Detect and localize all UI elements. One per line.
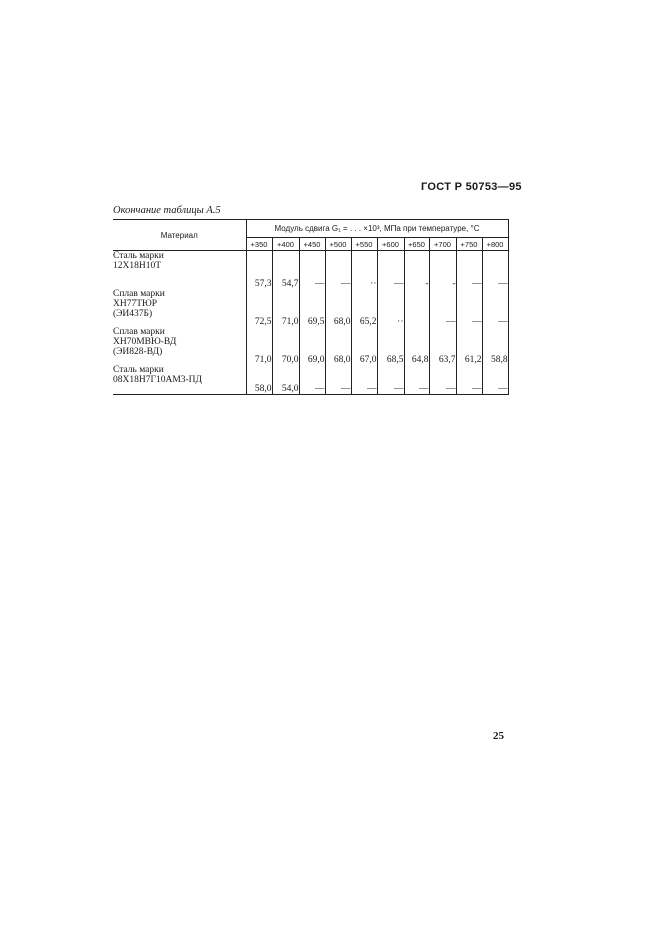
value-cell: — (482, 365, 508, 395)
value-cell: — (404, 365, 429, 395)
value-cell: 71,0 (246, 327, 272, 365)
value-cell: — (325, 251, 351, 289)
material-line: Сталь марки (113, 364, 164, 375)
material-line: (ЭИ828-ВД) (113, 346, 163, 357)
material-line: Сплав марки (113, 326, 165, 337)
value-cell: 58,8 (482, 327, 508, 365)
value-cell: - (404, 251, 429, 289)
value-cell: 64,8 (404, 327, 429, 365)
material-line: 08Х18Н7Г10АМ3-ПД (113, 374, 203, 385)
value-cell: 68,5 (377, 327, 404, 365)
value-cell: 58,0 (246, 365, 272, 395)
table-row (113, 251, 508, 289)
value-cell: — (456, 289, 482, 327)
material-line: 12Х18Н10Т (113, 261, 162, 271)
value-cell: 54,7 (272, 251, 299, 289)
header-row-1 (113, 220, 508, 238)
value-cell (404, 289, 429, 327)
value-cell: — (482, 251, 508, 289)
material-cell (113, 289, 246, 327)
temp-header: +800 (482, 238, 508, 251)
temp-header: +500 (325, 238, 351, 251)
standard-number: ГОСТ Р 50753—95 (421, 181, 522, 193)
temp-header: +550 (351, 238, 377, 251)
material-line: ХН77ТЮР (113, 298, 158, 309)
temp-header: +600 (377, 238, 404, 251)
value-cell: — (429, 289, 456, 327)
material-cell (113, 327, 246, 365)
temp-header: +650 (404, 238, 429, 251)
material-line: Сталь марки (113, 251, 164, 261)
value-cell: — (325, 365, 351, 395)
value-cell: — (351, 365, 377, 395)
value-cell: 68,0 (325, 327, 351, 365)
material-line: ХН70МВЮ-ВД (113, 336, 177, 347)
value-cell: 54,0 (272, 365, 299, 395)
value-cell: ·· (377, 289, 404, 327)
table-row (113, 289, 508, 327)
value-cell: 65,2 (351, 289, 377, 327)
value-cell: — (456, 365, 482, 395)
page-number: 25 (493, 730, 504, 742)
material-column-header: Материал (113, 220, 246, 251)
value-cell: 69,5 (299, 289, 325, 327)
material-cell (113, 365, 246, 395)
temp-header: +450 (299, 238, 325, 251)
temp-header: +400 (272, 238, 299, 251)
value-cell: — (299, 251, 325, 289)
value-cell: — (377, 365, 404, 395)
temp-header: +350 (246, 238, 272, 251)
shear-modulus-table (113, 219, 509, 395)
value-cell: ·· (351, 251, 377, 289)
value-cell: 61,2 (456, 327, 482, 365)
value-cell: — (377, 251, 404, 289)
value-cell: 57,3 (246, 251, 272, 289)
value-cell: - (429, 251, 456, 289)
table-row (113, 327, 508, 365)
table-caption: Окончание таблицы А.5 (113, 205, 221, 216)
value-cell: — (299, 365, 325, 395)
value-cell: 68,0 (325, 289, 351, 327)
value-cell: 70,0 (272, 327, 299, 365)
value-cell: 63,7 (429, 327, 456, 365)
table-row (113, 365, 508, 395)
value-cell: 67,0 (351, 327, 377, 365)
value-cell: 72,5 (246, 289, 272, 327)
material-line: (ЭИ437Б) (113, 308, 153, 319)
material-line: Сплав марки (113, 288, 165, 299)
value-cell: — (429, 365, 456, 395)
material-cell (113, 251, 246, 289)
value-cell: — (456, 251, 482, 289)
value-cell: 71,0 (272, 289, 299, 327)
temp-header: +750 (456, 238, 482, 251)
value-cell: — (482, 289, 508, 327)
shear-modulus-header: Модуль сдвига G₁ = . . . ×10³, МПа при температуре, °С (246, 220, 508, 238)
value-cell: 69,0 (299, 327, 325, 365)
temp-header: +700 (429, 238, 456, 251)
